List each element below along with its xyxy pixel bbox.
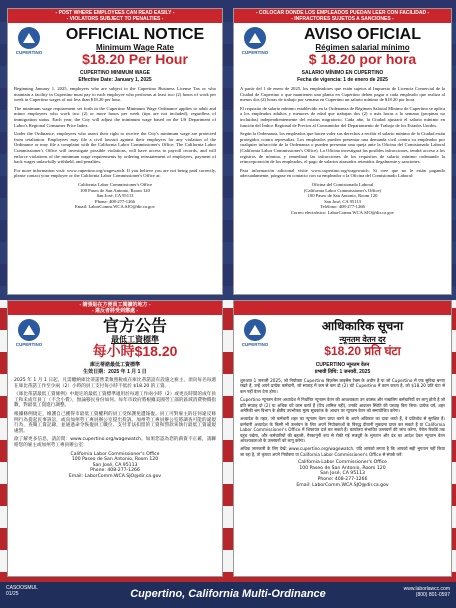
paragraph: Cupertino न्यूनतम वेतन अध्यादेश में निर्धारित न्यूनतम वेतन की आवश्यकता उन वयस्क और नाबालिग कर्मचारियों पर लागू होती है जो प्रति सप्ताह दो (2) या अधिक घंटे काम करते हैं (टिप शामिल नहीं), उनकी आव्रजन स्थिति की परवाह किए बिना। प्रत्येक वर्ष, शहर अमेरिकी श्रम विभाग के क्षेत्रीय उपभोक्ता मूल्य सूचकांक के आधार पर न्यूनतम वेतन को समायोजित करेगा।	[240, 397, 445, 414]
paragraph: Para información adicional visite www.cupertino.org/wagewatch. Si cree que no le están pagando adecuadamente, póngase en contacto con su empleador o la Oficina del Comisionado Laboral:	[240, 167, 445, 179]
publisher-info: www.laborlawcc.com (800) 801-0597	[403, 586, 450, 598]
poster-footer	[0, 582, 456, 608]
paragraph: A partir del 1 de enero de 2025, los empleadores que están sujetos al Impuesto de Licencia Comercial de la Ciudad de Cupertino o que mantienen una planta en Cupertino deben pagar a cada empleado que realiza al menos dos (2) horas de trabajo por semana en Cupertino un salario mínimo de $18.20 por hora.	[240, 86, 445, 103]
paragraph: 2025 年 1 月 1 日起，凡需繳納庫比蒂諾營業執照稅或在庫比蒂諾設有設施之雇主，須向每名每週在庫比蒂諾工作至少兩（2）小時的員工支付每小時不低於 $18.20 的工資。	[14, 378, 216, 389]
effective-date: प्रभावी तिथि: 1 जनवरी, 2025	[314, 369, 371, 375]
paragraph: 欲了解更多信息，請訪問：www.cupertino.org/wagewatch。如果您認為您的薪資不正確，請聯絡您的雇主或加州勞工專員辦公室：	[14, 437, 216, 448]
posting-banner: - COLOCAR DONDE LOS EMPLEADOS PUEDAN LEER CON FACILIDAD - - INFRACTORES SUJETOS A SANCIONES -	[234, 9, 451, 23]
tree-icon	[18, 27, 40, 49]
paragraph: 根據條例規定，維護自己獲得市最低工資權利的員工受保護免遭報復。員工可對雇主的任何違反條例行為提起民事訴訟，或向加州勞工專員辦公室提出投訴。加州勞工專員辦公室將調查可能的違規行為，查閱工資記錄，並通過命令恢復員工職位、支付非法扣留的工資和罰款來執行最低工資違規處罰。	[14, 411, 216, 434]
wage-rate: $18.20 प्रति घंटा	[324, 344, 401, 358]
paragraph: For more information visit: www.cupertino.org/wagewatch. If you believe you are not being paid correctly, please contact your employer or the California Labor Commissioner's Office at:	[14, 167, 216, 179]
poster-code: CASOOSMUL 01/25	[6, 585, 38, 597]
tree-icon	[244, 319, 266, 341]
wage-rate: 每小時$18.20	[92, 343, 178, 359]
notice-panel-chinese	[7, 300, 223, 577]
paragraph: 《庫比蒂諾最低工資條例》中規定的最低工資標準適用於每週工作兩小時（2）或更長時間的成年員工和未成年員工（不含小費），無論移民身份如何。每年市政府將根據美國勞工部的區域消費物價指數，對最低工資進行調整。	[14, 392, 216, 409]
contact-address: California Labor Commissioner's Office 100 Paseo de San Antonio, Room 120 San José, CA 95113 Phone: 408-277-1266 Email: LaborComm.WCA.SJO@dir.ca.gov	[296, 460, 389, 488]
notice-title: आधिकारिक सूचना	[321, 319, 404, 333]
contact-address: California Labor Commissioner's Office 100 Paseo de San Antonio, Room 120 San José, CA 95113 Phone: 408-277-1266 Email: LaborComm.WCA.SJO@dir.ca.gov	[68, 451, 162, 479]
effective-date: 生效日期：2025 年 1 月 1 日	[83, 369, 147, 375]
footer-title: Cupertino, California Multi-Ordinance	[130, 588, 326, 600]
tree-icon	[18, 319, 40, 341]
cupertino-logo	[238, 27, 272, 55]
notice-subtitle: न्यूनतम वेतन दर	[339, 335, 386, 344]
notice-panel-spanish	[233, 8, 452, 295]
paragraph: Under the Ordinance, employees who assert their right to receive the City's minimum wage are protected from retaliation. Employees may file a civil lawsuit against their employers for any violation of the Ordinance or may file a complaint with the California Labor Commissioner's Office. The California Labor Commissioner's Office will investigate possible violations, will have access to payroll records, and will enforce violations of the minimum wage requirements by ordering reinstatement of employees, payment of back wages unlawfully withheld, and penalties.	[14, 131, 216, 165]
notice-panel-english	[7, 8, 223, 295]
notice-title: AVISO OFICIAL	[303, 26, 422, 43]
paragraph: Beginning January 1, 2025, employers who are subject to the Cupertino Business License Tax or who maintain a facility in Cupertino must pay to each employee who performs at least two (2) hours of work per week in Cupertino wages of not less than $18.20 per hour.	[14, 86, 216, 103]
posting-banner: - POST WHERE EMPLOYEES CAN READ EASILY - - VIOLATORS SUBJECT TO PENALTIES -	[8, 9, 222, 23]
notice-panel-hindi	[233, 300, 452, 577]
paragraph: शुरुआत 1 जनवरी 2025, जो नियोक्ता Cupertino बिज़नेस लाइसेंस टैक्स के अधीन हैं या जो Cupertino में एक सुविधा बनाए रखते हैं, उन्हें अपने प्रत्येक कर्मचारी, जो सप्ताह में कम से कम दो (2) घंटे Cupertino में काम करता है, को $18.20 प्रति घंटा से कम नहीं वेतन देना होगा।	[240, 378, 445, 394]
contact-address: Oficina del Comisionado Laboral (California Labor Commissioner's Office) 100 Paseo de San Antonio, Room 120 San José, CA 95113 Teléfono: 408-277-1266 Correo electrónico: LaborComm.WCA.SJO@dir.ca.gov	[290, 181, 395, 215]
cupertino-logo	[12, 319, 46, 347]
posting-banner	[234, 301, 451, 315]
posting-banner: - 請張貼在方便員工閱讀的地方 - - 違反者將受到懲處 -	[8, 301, 222, 315]
notice-title: 官方公告	[102, 318, 167, 335]
wage-rate: $18.20 Per Hour	[82, 51, 188, 67]
effective-date: Fecha de vigencia: 1 de enero de 2025	[297, 77, 388, 83]
logo-text: CUPERTINO	[241, 342, 269, 347]
notice-subtitle: Minimum Wage Rate	[96, 43, 174, 52]
paragraph: El requisito de salario mínimo establecido en la Ordenanza de Régimen Salarial Mínimo de Cupertino se aplica a los empleados adultos y menores de edad que trabajan dos (2) o más horas a la semana (propinas no incluidas) independientemente del estatus migratorio. Cada año, la Ciudad ajustará el salario mínimo en función del Índice Regional de Precios al Consumidor del Departamento de Trabajo de los Estados Unidos.	[240, 105, 445, 128]
paragraph: The minimum wage requirement set forth in the Cupertino Minimum Wage Ordinance applies to adult and minor employees who work two (2) or more hours per week (tips are not included), regardless of immigration status. Each year, the City will adjust the minimum wage based on the US Department of Labor's Regional Consumer Price Index.	[14, 105, 216, 128]
paragraph: Según la Ordenanza, los empleados que hacen valer sus derechos a recibir el salario mínimo de la Ciudad están protegidos contra represalias. Los empleados pueden presentar una demanda civil contra su empleador por cualquier infracción de la Ordenanza o pueden presentar una queja ante la Oficina del Comisionado Laboral (California Labor Commissioner's Office). La Oficina investigará las posibles infracciones, tendrá acceso a los registros de nómina, y remediará las infracciones de los requisitos de salario mínimo ordenando la reincorporación de los empleados, el pago de salarios atrasados retenidos ilegalmente y sanciones.	[240, 131, 445, 165]
logo-text: CUPERTINO	[15, 342, 43, 347]
tree-icon	[244, 27, 266, 49]
notice-subtitle: 最低工資標準	[111, 335, 159, 344]
wage-rate: $ 18.20 por hora	[308, 51, 417, 67]
cupertino-logo	[238, 319, 272, 347]
wage-heading: CUPERTINO MINIMUM WAGE	[80, 70, 150, 76]
effective-date: Effective Date: January 1, 2025	[78, 77, 152, 83]
logo-text: CUPERTINO	[15, 50, 43, 55]
notice-title: OFFICIAL NOTICE	[65, 26, 205, 43]
notice-subtitle: Régimen salarial mínimo	[315, 43, 410, 52]
logo-text: CUPERTINO	[241, 50, 269, 55]
paragraph: अध्यादेश के तहत, जो कर्मचारी शहर का न्यूनतम वेतन प्राप्त करने के अपने अधिकार का दावा करते हैं, वे प्रतिशोध से सुरक्षित हैं। कर्मचारी अध्यादेश के किसी भी उल्लंघन के लिए अपने नियोक्ताओं के विरुद्ध दीवानी मुकदमा दायर कर सकते हैं या California Labor Commissioner's Office में शिकायत दर्ज कर सकते हैं। कार्यालय संभावित उल्लंघनों की जांच करेगा, पेरोल रिकॉर्ड तक पहुंच रखेगा, और कर्मचारियों की बहाली, गैरकानूनी रूप से रोकी गई मजदूरी के भुगतान और दंड का आदेश देकर न्यूनतम वेतन आवश्यकताओं के उल्लंघनों को लागू करेगा।	[240, 416, 445, 444]
cupertino-logo	[12, 27, 46, 55]
paragraph: अधिक जानकारी के लिए देखें: www.cupertino.org/wagewatch. यदि आपको लगता है कि आपको सही भुगतान नहीं किया जा रहा है, तो कृपया अपने नियोक्ता या California Labor Commissioner's Office से संपर्क करें:	[240, 446, 445, 457]
wage-heading: CUPERTINO न्यूनतम वेतन	[315, 362, 370, 368]
wage-heading: 庫比蒂諾最低工資標準	[89, 362, 140, 368]
contact-address: California Labor Commissioner's Office 100 Paseo de San Antonio, Room 120 San José, CA 95113 Phone: 408-277-1266 Email: LaborComm.WCA.SJO@dir.ca.gov	[75, 181, 155, 210]
wage-heading: SALARIO MÍNIMO EN CUPERTINO	[301, 70, 384, 76]
